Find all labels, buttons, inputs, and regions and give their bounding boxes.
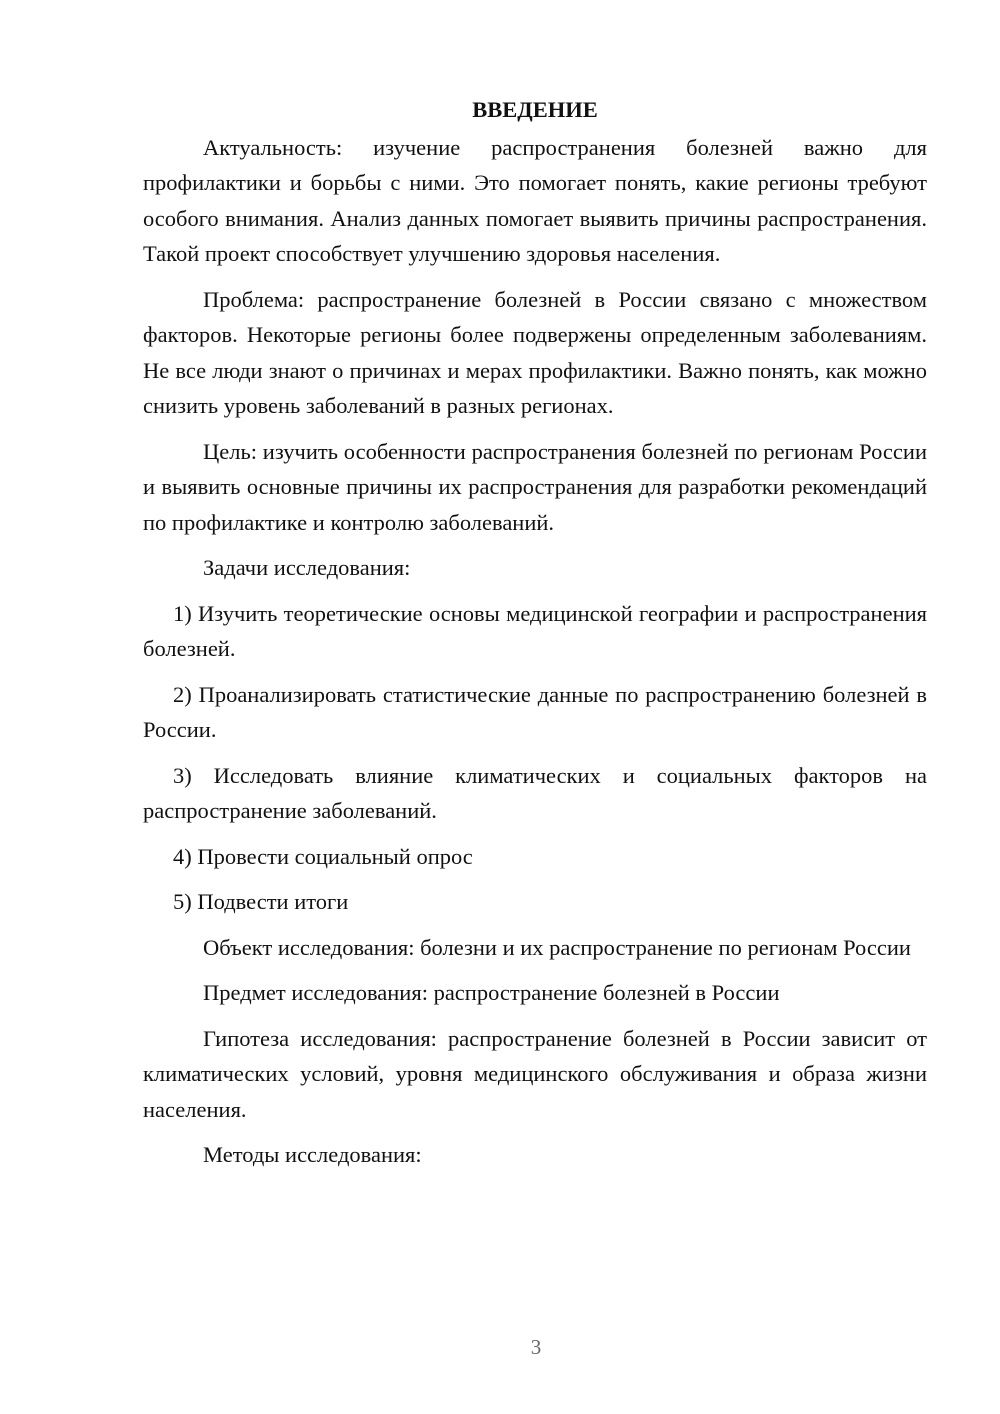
task-item-2: 2) Проанализировать статистические данные по распространению болезней в России.	[143, 681, 927, 742]
research-subject-paragraph: Предмет исследования: распространение болезней в России	[203, 980, 780, 1005]
tasks-heading: Задачи исследования:	[203, 555, 411, 580]
research-object-paragraph: Объект исследования: болезни и их распространение по регионам России	[203, 934, 911, 960]
task-item-1: 1) Изучить теоретические основы медицинской географии и распространения болезней.	[143, 600, 927, 661]
problem-paragraph: Проблема: распространение болезней в России связано с множеством факторов. Некоторые регионы более подвержены определенным заболеваниям. Не все люди знают о причинах и мерах профилактики. Важно понять, как можно снизить уровень заболеваний в разных регионах.	[143, 286, 927, 418]
goal-paragraph: Цель: изучить особенности распространения болезней по регионам России и выявить основные причины их распространения для разработки рекомендаций по профилактике и контролю заболеваний.	[143, 438, 927, 535]
section-title: ВВЕДЕНИЕ	[472, 97, 598, 122]
page-number: 3	[530, 1335, 542, 1359]
relevance-paragraph: Актуальность: изучение распространения болезней важно для профилактики и борьбы с ними. Это помогает понять, какие регионы требуют особого внимания. Анализ данных помогает выявить причины распространения. Такой проект способствует улучшению здоровья населения.	[143, 134, 927, 266]
task-item-5: 5) Подвести итоги	[173, 889, 349, 914]
page-content	[143, 92, 927, 1173]
hypothesis-paragraph: Гипотеза исследования: распространение болезней в России зависит от климатических условий, уровня медицинского обслуживания и образа жизни населения.	[143, 1025, 927, 1122]
task-item-4: 4) Провести социальный опрос	[173, 843, 473, 869]
methods-heading: Методы исследования:	[203, 1142, 422, 1167]
task-item-3: 3) Исследовать влияние климатических и социальных факторов на распространение заболеваний.	[143, 762, 927, 823]
